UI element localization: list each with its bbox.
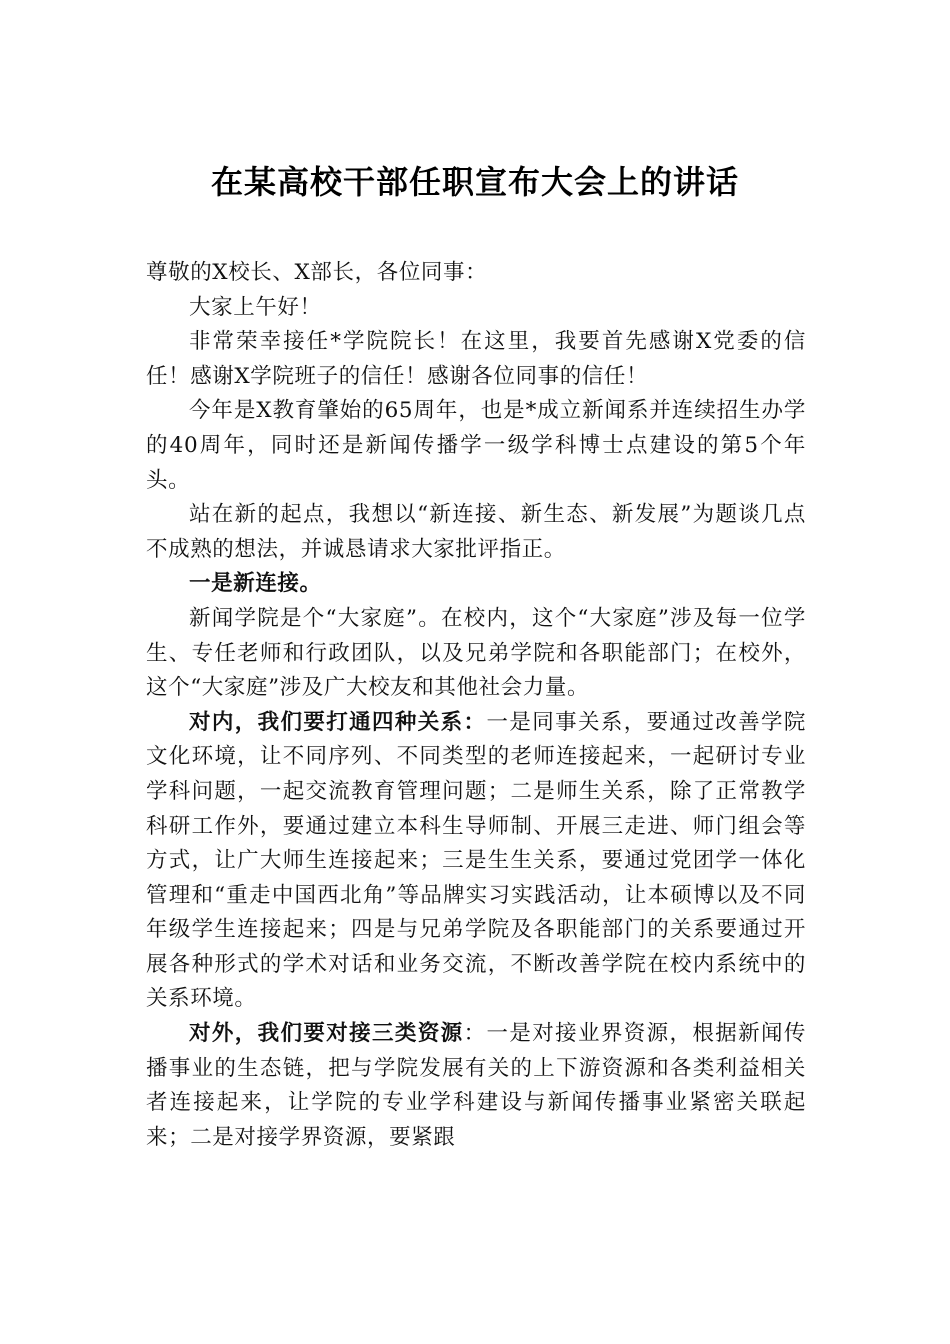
document-title: 在某高校干部任职宣布大会上的讲话 [210, 163, 739, 201]
paragraph-external-resources [146, 1017, 806, 1155]
paragraph-internal-relations [146, 706, 806, 1017]
salutation: 尊敬的X校长、X部长，各位同事： [146, 260, 488, 285]
paragraph-anniversary: 今年是X教育肇始的65周年，也是*成立新闻系并连续招生办学的40周年，同时还是新闻传播学一级学科博士点建设的第5个年头。 [146, 398, 806, 493]
paragraph-theme: 站在新的起点，我想以“新连接、新生态、新发展”为题谈几点不成熟的想法，并诚恳请求大家批评指正。 [146, 502, 806, 562]
section-heading-new-connection: 一是新连接。 [189, 571, 322, 597]
external-resources-text: ：一是对接业界资源，根据新闻传播事业的生态链，把与学院发展有关的上下游资源和各类利益相关者连接起来，让学院的专业学科建设与新闻传播事业紧密关联起来；二是对接学界资源，要紧跟 [146, 1021, 806, 1150]
paragraph-thanks: 非常荣幸接任*学院院长！在这里，我要首先感谢X党委的信任！感谢X学院班子的信任！感谢各位同事的信任！ [146, 329, 806, 389]
paragraph-big-family: 新闻学院是个“大家庭”。在校内，这个“大家庭”涉及每一位学生、专任老师和行政团队，以及兄弟学院和各职能部门；在校外，这个“大家庭”涉及广大校友和其他社会力量。 [146, 605, 806, 701]
greeting: 大家上午好！ [189, 294, 322, 320]
document-body [146, 256, 806, 1155]
internal-relations-lead: 对内，我们要打通四种关系： [189, 709, 487, 735]
external-resources-lead: 对外，我们要对接三类资源 [189, 1021, 464, 1047]
internal-relations-text: 一是同事关系，要通过改善学院文化环境，让不同序列、不同类型的老师连接起来，一起研讨专业学科问题，一起交流教育管理问题；二是师生关系，除了正常教学科研工作外，要通过建立本科生导师制、开展三走进、师门组会等方式，让广大师生连接起来；三是生生关系，要通过党团学一体化管理和“重走中国西北角”等品牌实习实践活动，让本硕博以及不同年级学生连接起来；四是与兄弟学院及各职能部门的关系要通过开展各种形式的学术对话和业务交流，不断改善学院在校内系统中的关系环境。 [146, 709, 806, 1012]
